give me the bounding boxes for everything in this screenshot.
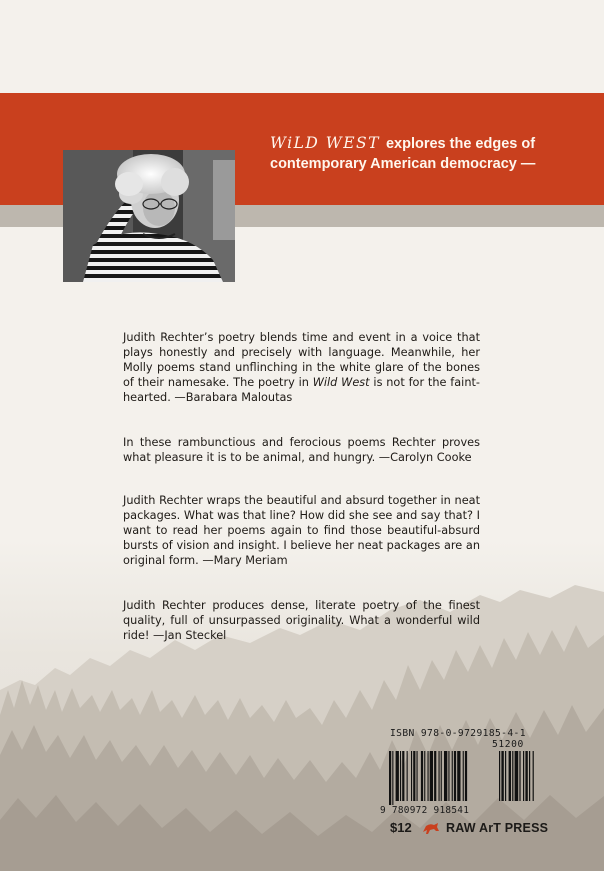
isbn-label: ISBN 978-0-9729185-4-1 xyxy=(390,728,526,739)
price: $12 xyxy=(390,820,412,835)
barcode xyxy=(380,728,540,820)
author-photo xyxy=(63,150,235,282)
blurb-1 xyxy=(123,330,480,405)
tagline-text: explores the edges of contemporary American democracy — xyxy=(270,136,536,172)
running-animal-logo xyxy=(421,820,441,836)
blurb-text: Judith Rechter produces dense, literate poetry of the finest quality, full of unsurpassed originality. What a wonderful wild ride! —Jan Steckel xyxy=(123,599,480,642)
blurb-text: In these rambunctious and ferocious poems Rechter proves what pleasure it is to be animal, and hungry. —Carolyn Cooke xyxy=(123,436,480,464)
blurb-text: Judith Rechter wraps the beautiful and absurd together in neat packages. What was that line? How did she see and say that? I want to read her poems again to find those beautiful-absurd bursts of vision and insight. I believe her neat packages are an original form. —Mary Meriam xyxy=(123,494,480,567)
barcode-bars xyxy=(389,751,539,805)
blurb-3 xyxy=(123,493,480,568)
book-title: WiLD WEST xyxy=(270,134,380,152)
blurb-2 xyxy=(123,435,480,465)
price-code: 51200 xyxy=(492,739,524,750)
blurb-title-italic: Wild West xyxy=(312,376,370,389)
blurb-text: Judith Rechter’s poetry blends time and event in a voice that plays honestly and precisely with language. Meanwhile, her Molly poems stand unflinching in the white glare of the bones of their namesake. The poetry in xyxy=(123,331,480,389)
blurb-4 xyxy=(123,598,480,643)
barcode-number: 9 780972 918541 xyxy=(380,805,470,816)
blurb-text: is not for the faint-hearted. —Barabara Maloutas xyxy=(123,376,480,404)
tagline xyxy=(270,133,590,174)
publisher-name: RAW ArT PRESS xyxy=(446,821,549,835)
